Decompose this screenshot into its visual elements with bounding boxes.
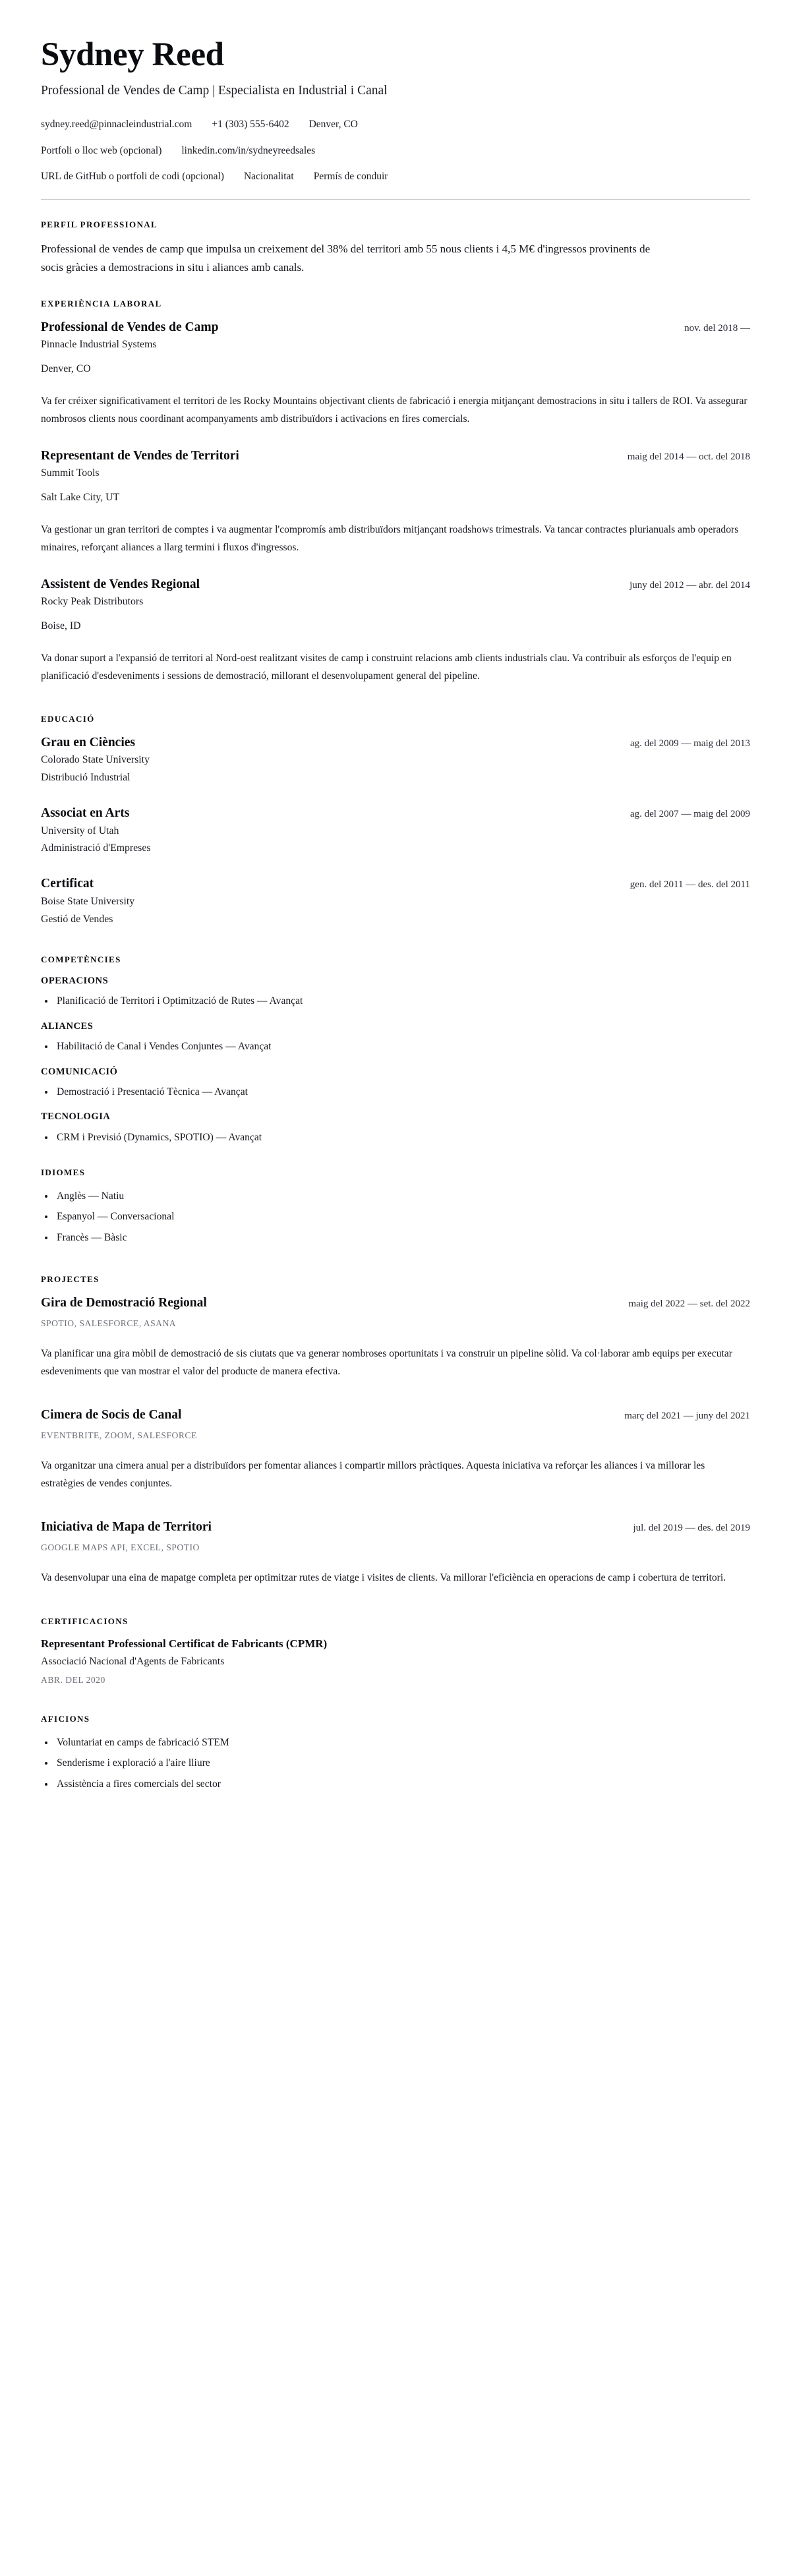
section-experience: [41, 299, 750, 685]
skill-group-name: ALIANCES: [41, 1020, 94, 1032]
job-title: Representant de Vendes de Territori: [41, 448, 239, 463]
project-date: jul. del 2019 — des. del 2019: [633, 1522, 750, 1533]
job-date: nov. del 2018 —: [684, 323, 750, 334]
section-skills: [41, 954, 750, 1145]
education-entry: [41, 735, 750, 786]
certification-issuer: Associació Nacional d'Agents de Fabricants: [41, 1655, 225, 1667]
degree-date: gen. del 2011 — des. del 2011: [630, 879, 750, 891]
entry-header: [41, 320, 750, 336]
project-date: març del 2021 — juny del 2021: [624, 1410, 750, 1421]
section-title-languages: IDIOMES: [41, 1167, 86, 1178]
contact-location: Denver, CO: [308, 119, 358, 131]
section-title-profile: PERFIL PROFESSIONAL: [41, 219, 158, 229]
profile-summary: Professional de vendes de camp que impulsa un creixement del 38% del territori amb 55 nous clients i 4,5 M€ d'ingressos provinents de socis gràcies a demostracions in situ i aliances amb canals.: [41, 243, 651, 274]
contact-driving-licence: Permís de conduir: [313, 171, 388, 183]
hobby-list: [41, 1735, 750, 1792]
contact-row-2: [41, 144, 750, 158]
section-title-skills: COMPETÈNCIES: [41, 954, 121, 965]
skill-group-name: COMUNICACIÓ: [41, 1066, 118, 1077]
resume-header: [41, 37, 750, 185]
project-description: Va desenvolupar una eina de mapatge completa per optimitzar rutes de viatge i visites de clients. Va millorar l'eficiència en operacions de camp i cobertura de territori.: [41, 1572, 726, 1584]
job-title: Professional de Vendes de Camp: [41, 320, 219, 335]
language-item: Francès — Bàsic: [41, 1230, 750, 1245]
job-title: Assistent de Vendes Regional: [41, 577, 200, 591]
school-name: Colorado State University: [41, 754, 150, 766]
entry-header: [41, 577, 750, 593]
skill-group: [41, 976, 750, 1009]
skill-list: [41, 1084, 750, 1099]
contact-linkedin[interactable]: linkedin.com/in/sydneyreedsales: [181, 144, 316, 156]
experience-entry: [41, 448, 750, 557]
skill-item: Planificació de Territori i Optimització de Rutes — Avançat: [41, 993, 750, 1009]
contact-portfolio: Portfoli o lloc web (opcional): [41, 144, 162, 156]
hobby-item: Assistència a fires comercials del sector: [41, 1776, 750, 1792]
hobby-item: Senderisme i exploració a l'aire lliure: [41, 1755, 750, 1771]
section-title-certifications: CERTIFICACIONS: [41, 1616, 129, 1626]
entry-header: [41, 805, 750, 821]
project-tech-tags: SPOTIO, SALESFORCE, ASANA: [41, 1318, 177, 1328]
project-description: Va planificar una gira mòbil de demostració de sis ciutats que va generar nombroses oportunitats i va construir un pipeline sòlid. Va col·laborar amb equips per executar esdeveniments que van mostrar el valor del producte de manera efectiva.: [41, 1347, 732, 1377]
skill-group: [41, 1067, 750, 1100]
skill-group-name: TECNOLOGIA: [41, 1111, 111, 1123]
entry-header: [41, 1407, 750, 1423]
skill-item: Habilitació de Canal i Vendes Conjuntes — Avançat: [41, 1039, 750, 1054]
skill-group-name: OPERACIONS: [41, 976, 109, 987]
entry-header: [41, 1295, 750, 1311]
skill-list: [41, 993, 750, 1009]
skill-item: CRM i Previsió (Dynamics, SPOTIO) — Avançat: [41, 1130, 750, 1145]
language-item: Anglès — Natiu: [41, 1188, 750, 1204]
job-description: Va fer créixer significativament el territori de les Rocky Mountains objectivant clients de fabricació i energia mitjançant demostracions in situ i tallers de ROI. Va assegurar nombrosos clients nous coordinant acompanyaments amb distribuïdors i activacions en fires comercials.: [41, 395, 747, 425]
section-title-experience: EXPERIÈNCIA LABORAL: [41, 299, 162, 309]
section-languages: [41, 1167, 750, 1245]
contact-row-3: [41, 169, 750, 184]
school-name: Boise State University: [41, 895, 135, 907]
degree-date: ag. del 2007 — maig del 2009: [630, 809, 750, 820]
school-name: University of Utah: [41, 825, 119, 836]
education-entry: [41, 805, 750, 856]
experience-entry: [41, 577, 750, 686]
candidate-headline: Professional de Vendes de Camp | Especialista en Industrial i Canal: [41, 84, 388, 98]
section-title-projects: PROJECTES: [41, 1273, 100, 1284]
field-of-study: Administració d'Empreses: [41, 842, 151, 854]
section-projects: [41, 1274, 750, 1587]
entry-header: [41, 1519, 750, 1535]
degree-title: Associat en Arts: [41, 806, 130, 821]
project-entry: [41, 1407, 750, 1493]
job-date: juny del 2012 — abr. del 2014: [630, 579, 750, 591]
certification-name: Representant Professional Certificat de Fabricants (CPMR): [41, 1637, 328, 1651]
field-of-study: Gestió de Vendes: [41, 913, 113, 925]
entry-header: [41, 876, 750, 892]
job-company: Summit Tools: [41, 467, 100, 479]
project-tech-tags: EVENTBRITE, ZOOM, SALESFORCE: [41, 1430, 197, 1440]
section-hobbies: [41, 1714, 750, 1792]
contact-nationality: Nacionalitat: [243, 171, 294, 183]
project-description: Va organitzar una cimera anual per a distribuïdors per fomentar aliances i compartir millors pràctiques. Aquesta iniciativa va reforçar les aliances i va millorar les estratègies de vendes conjuntes.: [41, 1460, 705, 1489]
candidate-name: Sydney Reed: [41, 36, 224, 73]
job-location: Denver, CO: [41, 363, 91, 375]
contact-github: URL de GitHub o portfoli de codi (opcional): [41, 171, 224, 183]
hobby-item: Voluntariat en camps de fabricació STEM: [41, 1735, 750, 1750]
contact-row-1: [41, 117, 750, 132]
skill-group: [41, 1021, 750, 1055]
degree-title: Certificat: [41, 877, 94, 891]
field-of-study: Distribució Industrial: [41, 772, 131, 784]
entry-header: [41, 448, 750, 464]
skill-list: [41, 1039, 750, 1054]
project-title: Cimera de Socis de Canal: [41, 1407, 182, 1422]
degree-title: Grau en Ciències: [41, 736, 135, 750]
skill-item: Demostració i Presentació Tècnica — Avançat: [41, 1084, 750, 1099]
section-certifications: [41, 1616, 750, 1687]
section-profile: [41, 220, 750, 277]
education-entry: [41, 876, 750, 927]
degree-date: ag. del 2009 — maig del 2013: [630, 738, 750, 749]
job-company: Rocky Peak Distributors: [41, 596, 144, 608]
job-location: Boise, ID: [41, 620, 81, 631]
project-title: Gira de Demostració Regional: [41, 1295, 207, 1310]
certification-date: ABR. DEL 2020: [41, 1675, 105, 1685]
contact-phone: +1 (303) 555-6402: [212, 119, 289, 131]
language-list: [41, 1188, 750, 1245]
section-education: [41, 714, 750, 927]
contact-email: sydney.reed@pinnacleindustrial.com: [41, 119, 192, 131]
job-company: Pinnacle Industrial Systems: [41, 339, 157, 351]
certification-entry: [41, 1637, 750, 1686]
job-date: maig del 2014 — oct. del 2018: [627, 451, 750, 462]
project-entry: [41, 1519, 750, 1587]
experience-entry: [41, 320, 750, 428]
job-description: Va donar suport a l'expansió de territori al Nord-oest realitzant visites de camp i construint relacions amb clients industrials clau. Va contribuir als esforços de l'equip en planificació d'esdeveniments i sessions de demostració, millorant el desenvolupament general del pipeline.: [41, 652, 732, 682]
section-title-hobbies: AFICIONS: [41, 1714, 90, 1724]
skill-group: [41, 1111, 750, 1145]
project-tech-tags: GOOGLE MAPS API, EXCEL, SPOTIO: [41, 1542, 200, 1552]
job-location: Salt Lake City, UT: [41, 492, 120, 504]
skill-list: [41, 1130, 750, 1145]
entry-header: [41, 735, 750, 751]
section-title-education: EDUCACIÓ: [41, 714, 95, 724]
header-divider: [41, 199, 750, 200]
project-date: maig del 2022 — set. del 2022: [628, 1298, 750, 1309]
project-entry: [41, 1295, 750, 1381]
job-description: Va gestionar un gran territori de comptes i va augmentar l'compromís amb distribuïdors mitjançant roadshows trimestrals. Va tancar contractes plurianuals amb operadors minaires, reforçant aliances a llarg termini i fluxos d'ingressos.: [41, 524, 739, 553]
project-title: Iniciativa de Mapa de Territori: [41, 1519, 212, 1534]
language-item: Espanyol — Conversacional: [41, 1209, 750, 1224]
